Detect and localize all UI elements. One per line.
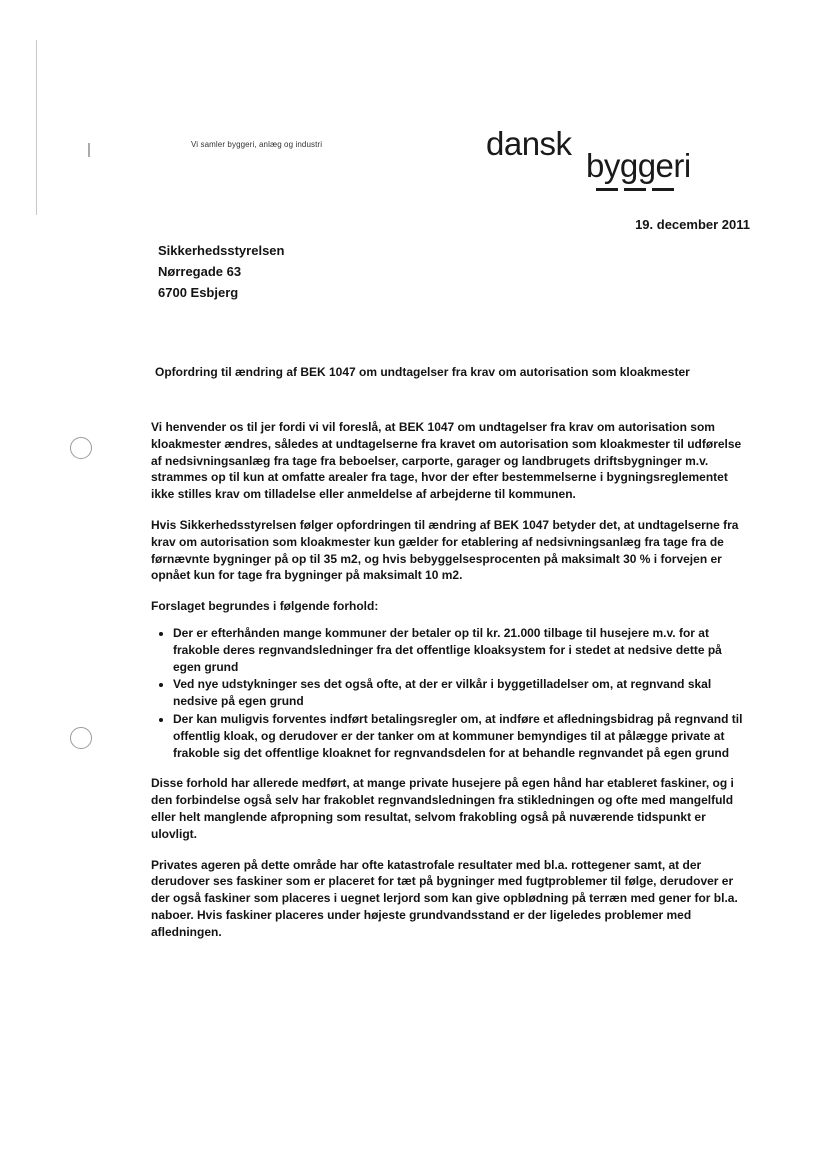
paragraph-reasons-heading: Forslaget begrundes i følgende forhold: bbox=[151, 599, 379, 614]
logo-word-dansk: dansk bbox=[486, 125, 572, 162]
letter-subject: Opfordring til ændring af BEK 1047 om undtagelser fra krav om autorisation som kloakmester bbox=[155, 365, 690, 379]
logo-underline-marks bbox=[596, 178, 680, 196]
scan-edge-line bbox=[36, 40, 37, 215]
list-item: • Der er efterhånden mange kommuner der betaler op til kr. 21.000 tilbage til husejere m.v. for at frakoble deres regnvandsledninger fra det offentlige kloaksystem for i stedet at nedsive dette på egen grund bbox=[173, 625, 749, 675]
paragraph-problems: Privates ageren på dette område har ofte katastrofale resultater med bl.a. rottegener samt, at der derudover ses faskiner som er placeret for tæt på bygninger med fugtproblemer til følge, derudover er der også faskiner som placeres i uegnet lerjord som kan give opblødning på terræn med gener for bl.a. naboer. Hvis faskiner placeres under højeste grundvandsstand er der ligeledes problemer med afledningen. bbox=[151, 857, 738, 939]
recipient-address bbox=[158, 240, 284, 303]
paragraph-intro: Vi henvender os til jer fordi vi vil foreslå, at BEK 1047 om undtagelser fra krav om autorisation som kloakmester ændres, således at undtagelserne fra kravet om autorisation som kloakmester til udførelse af nedsivningsanlæg fra tage fra beboelser, carporte, garager og landbrugets driftsbygninger m.v. strammes op til kun at omfatte arealer fra tage, hvor der efter bestemmelserne i bygningsreglementet ikke stilles krav om tilladelse eller anmeldelse af arbejderne til kommunen. bbox=[151, 420, 742, 502]
punch-hole-top bbox=[70, 437, 92, 459]
scan-edge-mark bbox=[88, 143, 90, 157]
recipient-street: Nørregade 63 bbox=[158, 264, 242, 279]
logo-tagline: Vi samler byggeri, anlæg og industri bbox=[191, 140, 323, 149]
list-item: • Der kan muligvis forventes indført betalingsregler om, at indføre et afledningsbidrag på regnvand til offentlig kloak, og derudover er der tanker om at kommuner bemyndiges til at pålægge private at frakoble sig det offentlige kloaknet for regnvandsdelen for at behandle regnvandet på egen grund bbox=[173, 711, 749, 761]
recipient-name: Sikkerhedsstyrelsen bbox=[158, 243, 285, 258]
paragraph-effects: Disse forhold har allerede medført, at mange private husejere på egen hånd har etableret faskiner, og i den forbindelse også selv har frakoblet regnvandsledningen fra stikledningen og ofte med mangelfuld eller helt manglende afpropning som resultat, selvom frakobling også på nuværende tidspunkt er ulovligt. bbox=[151, 776, 734, 841]
reasons-list bbox=[151, 625, 749, 761]
dansk-byggeri-logo bbox=[486, 126, 726, 186]
paragraph-consequence: Hvis Sikkerhedsstyrelsen følger opfordringen til ændring af BEK 1047 betyder det, at undtagelserne fra krav om autorisation som kloakmester kun gælder for etablering af nedsivningsanlæg fra tage fra de førnævnte bygninger på op til 35 m2, og hvis bebyggelsesprocenten på maksimalt 30 % i forvejen er opnået kun for tage fra bygninger på maksimalt 10 m2. bbox=[151, 517, 739, 583]
punch-hole-bottom bbox=[70, 727, 92, 749]
logo-word-byggeri: byggeri bbox=[586, 147, 691, 184]
letter-date: 19. december 2011 bbox=[635, 217, 750, 232]
letter-body bbox=[151, 419, 749, 955]
recipient-city: 6700 Esbjerg bbox=[158, 285, 239, 300]
list-item: • Ved nye udstykninger ses det også ofte, at der er vilkår i byggetilladelser om, at regnvand skal nedsive på egen grund bbox=[173, 676, 749, 710]
